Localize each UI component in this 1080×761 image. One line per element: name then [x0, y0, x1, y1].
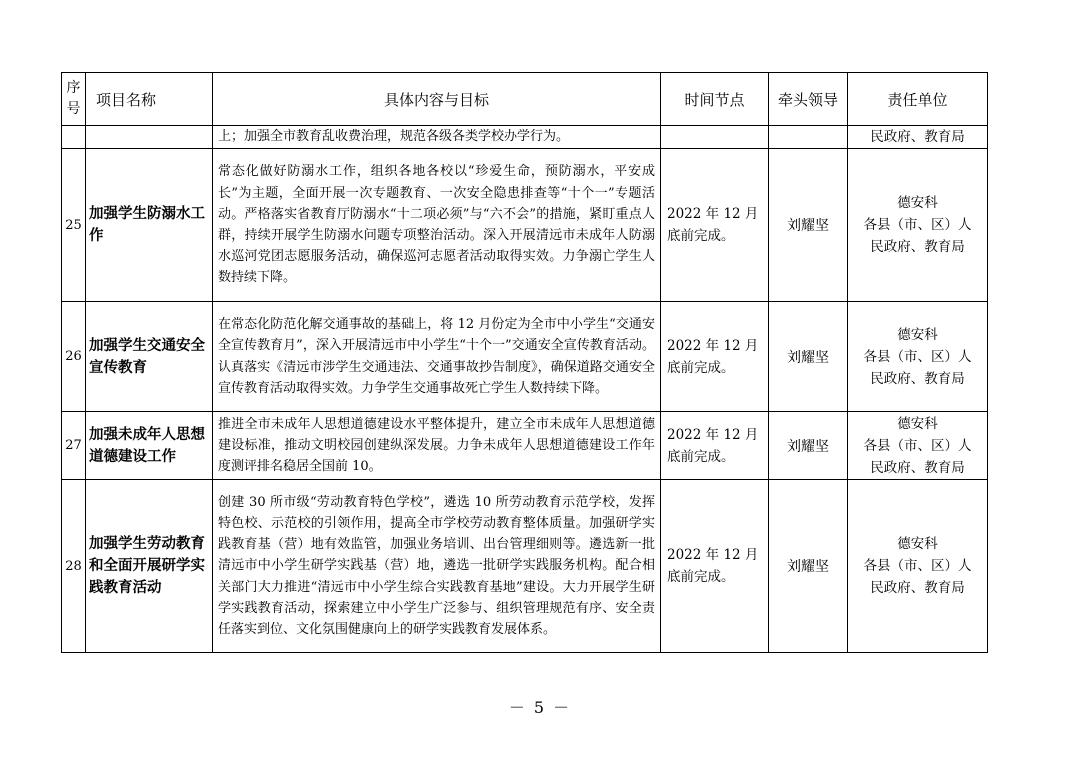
row-content: 常态化做好防溺水工作，组织各地各校以“珍爱生命，预防溺水，平安成长”为主题，全面开展一次专题教育、一次安全隐患排查等“十个一”专题活动。严格落实省教育厅防溺水“十二项必须”与“六不会”的措施，紧盯重点人群，持续开展学生防溺水问题专项整治活动。深入开展清远市未成年人防溺水巡河党团志愿服务活动，确保巡河志愿者活动取得实效。力争溺亡学生人数持续下降。	[213, 149, 661, 302]
row-content: 在常态化防范化解交通事故的基础上，将 12 月份定为全市中小学生“交通安全宣传教育月”，深入开展清远市中小学生“十个一”交通安全宣传教育活动。认真落实《清远市涉学生交通违法、交通事故抄告制度》，确保道路交通安全宣传教育活动取得实效。力争学生交通事故死亡学生人数持续下降。	[213, 302, 661, 412]
table-row	[62, 480, 988, 653]
cont-time-cell	[661, 126, 769, 149]
row-name: 加强学生劳动教育和全面开展研学实践教育活动	[86, 480, 213, 653]
task-table	[61, 72, 988, 653]
header-content: 具体内容与目标	[213, 73, 661, 126]
cont-leader-cell	[769, 126, 848, 149]
cont-name-cell	[86, 126, 213, 149]
table-header-row	[62, 73, 988, 126]
row-time: 2022 年 12 月底前完成。	[661, 412, 769, 480]
unit-line: 各县（市、区）人	[863, 437, 972, 454]
unit-line: 各县（市、区）人	[863, 558, 972, 574]
row-name: 加强未成年人思想道德建设工作	[86, 412, 213, 480]
row-unit	[848, 480, 988, 653]
cont-seq-cell	[62, 126, 86, 149]
row-unit	[848, 302, 988, 412]
cont-unit: 民政府、教育局	[848, 126, 988, 149]
row-content: 创建 30 所市级“劳动教育特色学校”，遴选 10 所劳动教育示范学校，发挥特色校、示范校的引领作用，提高全市学校劳动教育整体质量。加强研学实践教育基（营）地有效监管，加强业务培训、出台管理细则等。遴选新一批清远市中小学生研学实践基（营）地，遴选一批研学实践服务机构。配合相关部门大力推进“清远市中小学生综合实践教育基地”建设。大力开展学生研学实践教育活动，探索建立中小学生广泛参与、组织管理规范有序、安全责任落实到位、文化氛围健康向上的研学实践教育发展体系。	[213, 480, 661, 653]
header-unit: 责任单位	[848, 73, 988, 126]
unit-line: 民政府、教育局	[870, 370, 965, 387]
row-time: 2022 年 12 月底前完成。	[661, 480, 769, 653]
row-name: 加强学生交通安全宣传教育	[86, 302, 213, 412]
row-leader: 刘耀坚	[769, 302, 848, 412]
row-time: 2022 年 12 月底前完成。	[661, 149, 769, 302]
row-unit	[848, 149, 988, 302]
row-content: 推进全市未成年人思想道德建设水平整体提升，建立全市未成年人思想道德建设标准，推动文明校园创建纵深发展。力争未成年人思想道德建设工作年度测评排名稳居全国前 10。	[213, 412, 661, 480]
unit-line: 民政府、教育局	[870, 459, 965, 476]
row-leader: 刘耀坚	[769, 412, 848, 480]
table-row	[62, 412, 988, 480]
row-unit	[848, 412, 988, 480]
row-time: 2022 年 12 月底前完成。	[661, 302, 769, 412]
row-leader: 刘耀坚	[769, 149, 848, 302]
row-seq: 28	[62, 480, 86, 653]
row-seq: 26	[62, 302, 86, 412]
unit-line: 民政府、教育局	[870, 239, 965, 255]
unit-line: 德安科	[897, 195, 938, 211]
header-time: 时间节点	[661, 73, 769, 126]
row-seq: 27	[62, 412, 86, 480]
unit-line: 德安科	[897, 536, 938, 552]
continuation-row	[62, 126, 988, 149]
row-name: 加强学生防溺水工作	[86, 149, 213, 302]
unit-line: 德安科	[897, 415, 938, 432]
unit-line: 各县（市、区）人	[863, 348, 972, 365]
table-row	[62, 302, 988, 412]
row-seq: 25	[62, 149, 86, 302]
unit-line: 民政府、教育局	[870, 580, 965, 596]
unit-line: 德安科	[897, 326, 938, 343]
row-leader: 刘耀坚	[769, 480, 848, 653]
header-name: 项目名称	[86, 73, 213, 126]
cont-content: 上；加强全市教育乱收费治理，规范各级各类学校办学行为。	[213, 126, 661, 149]
header-seq: 序号	[62, 73, 86, 126]
header-leader: 牵头领导	[769, 73, 848, 126]
unit-line: 各县（市、区）人	[863, 217, 972, 233]
page-number: － 5 －	[508, 698, 572, 717]
table-row	[62, 149, 988, 302]
